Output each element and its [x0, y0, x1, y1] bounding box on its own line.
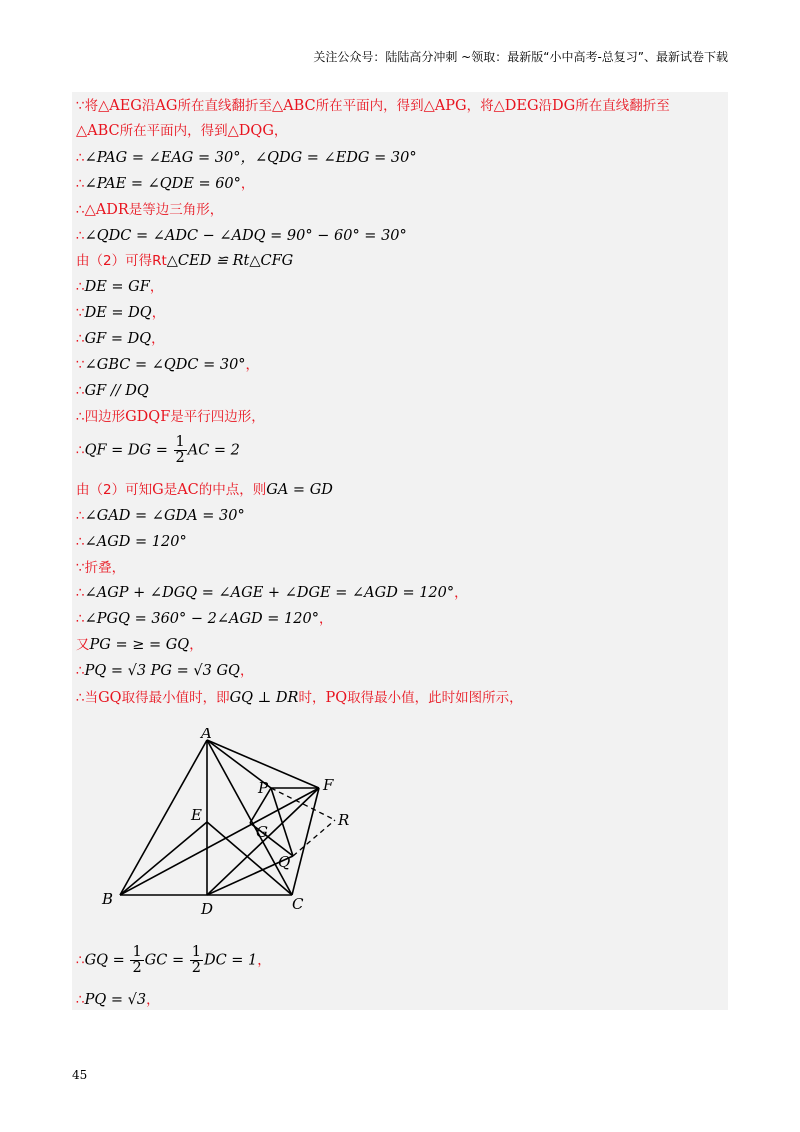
figure-solid-lines	[120, 740, 319, 895]
segment-be	[120, 822, 207, 895]
line-3: ∴∠PAG = ∠EAG = 30°，∠QDG = ∠EDG = 30°	[76, 150, 417, 166]
label-q: Q	[278, 853, 291, 871]
fraction-half-1: $\frac{1}{2}$	[132, 944, 142, 976]
line-7: 由（2）可得Rt△CED ≌ Rt△CFG	[76, 253, 294, 269]
line-5: ∴△ADR是等边三角形，	[76, 202, 224, 218]
line-14: ∴QF = DG = $\frac{1}{2}$ AC = 2	[76, 434, 240, 466]
line-11: ∵∠GBC = ∠QDC = 30°，	[76, 357, 260, 373]
line-8: ∴DE = GF，	[76, 279, 164, 295]
line-17: ∴∠AGD = 120°	[76, 534, 187, 550]
line-22: ∴PQ = √3 PG = √3 GQ，	[76, 663, 254, 679]
page-header: 关注公众号：陆陆高分冲刺 ~领取：最新版“小中高考-总复习”、最新试卷下载	[313, 50, 728, 64]
line-13: ∴四边形GDQF是平行四边形，	[76, 409, 265, 425]
page-number: 45	[72, 1068, 88, 1082]
line-10: ∴GF = DQ，	[76, 331, 165, 347]
label-f: F	[323, 776, 334, 794]
label-c: C	[292, 895, 304, 913]
label-e: E	[191, 806, 202, 824]
segment-df	[207, 788, 319, 895]
line-16: ∴∠GAD = ∠GDA = 30°	[76, 508, 245, 524]
segment-fc	[292, 788, 319, 895]
line-12: ∴GF // DQ	[76, 383, 149, 399]
line-25: ∴PQ = √3，	[76, 992, 160, 1008]
line-20: ∴∠PGQ = 360° − 2∠AGD = 120°，	[76, 611, 333, 627]
fraction-half: $\frac{1}{2}$	[175, 434, 185, 466]
label-b: B	[102, 890, 114, 908]
label-d: D	[201, 900, 214, 918]
label-a: A	[201, 728, 212, 742]
segment-pq	[271, 788, 293, 856]
line-1: ∵将△AEG沿AG所在直线翻折至△ABC所在平面内，得到△APG，将△DEG沿DG所在直线翻折至	[76, 98, 670, 114]
segment-ac	[207, 740, 292, 895]
segment-qr-dashed	[293, 820, 335, 856]
label-r: R	[338, 811, 350, 829]
line-9: ∵DE = DQ，	[76, 305, 166, 321]
line-4: ∴∠PAE = ∠QDE = 60°，	[76, 176, 255, 192]
line-18: ∵折叠，	[76, 560, 126, 576]
line-6: ∴∠QDC = ∠ADC − ∠ADQ = 90° − 60° = 30°	[76, 228, 407, 244]
line-19: ∴∠AGP + ∠DGQ = ∠AGE + ∠DGE = ∠AGD = 120°，	[76, 585, 468, 601]
fraction-half-2: $\frac{1}{2}$	[191, 944, 201, 976]
label-g: G	[256, 823, 268, 841]
line-23: ∴当GQ取得最小值时，即GQ ⊥ DR时，PQ取得最小值，此时如图所示，	[76, 690, 523, 706]
label-p: P	[258, 779, 269, 797]
geometry-figure	[90, 728, 350, 918]
solution-panel	[72, 92, 728, 1010]
line-15: 由（2）可知G是AC的中点，则GA = GD	[76, 482, 333, 498]
line-21: 又PG = ≥ = GQ，	[76, 637, 203, 653]
line-2: △ABC所在平面内，得到△DQG，	[76, 123, 288, 139]
line-24: ∴GQ = $\frac{1}{2}$ GC = $\frac{1}{2}$ DC = 1，	[76, 944, 271, 976]
